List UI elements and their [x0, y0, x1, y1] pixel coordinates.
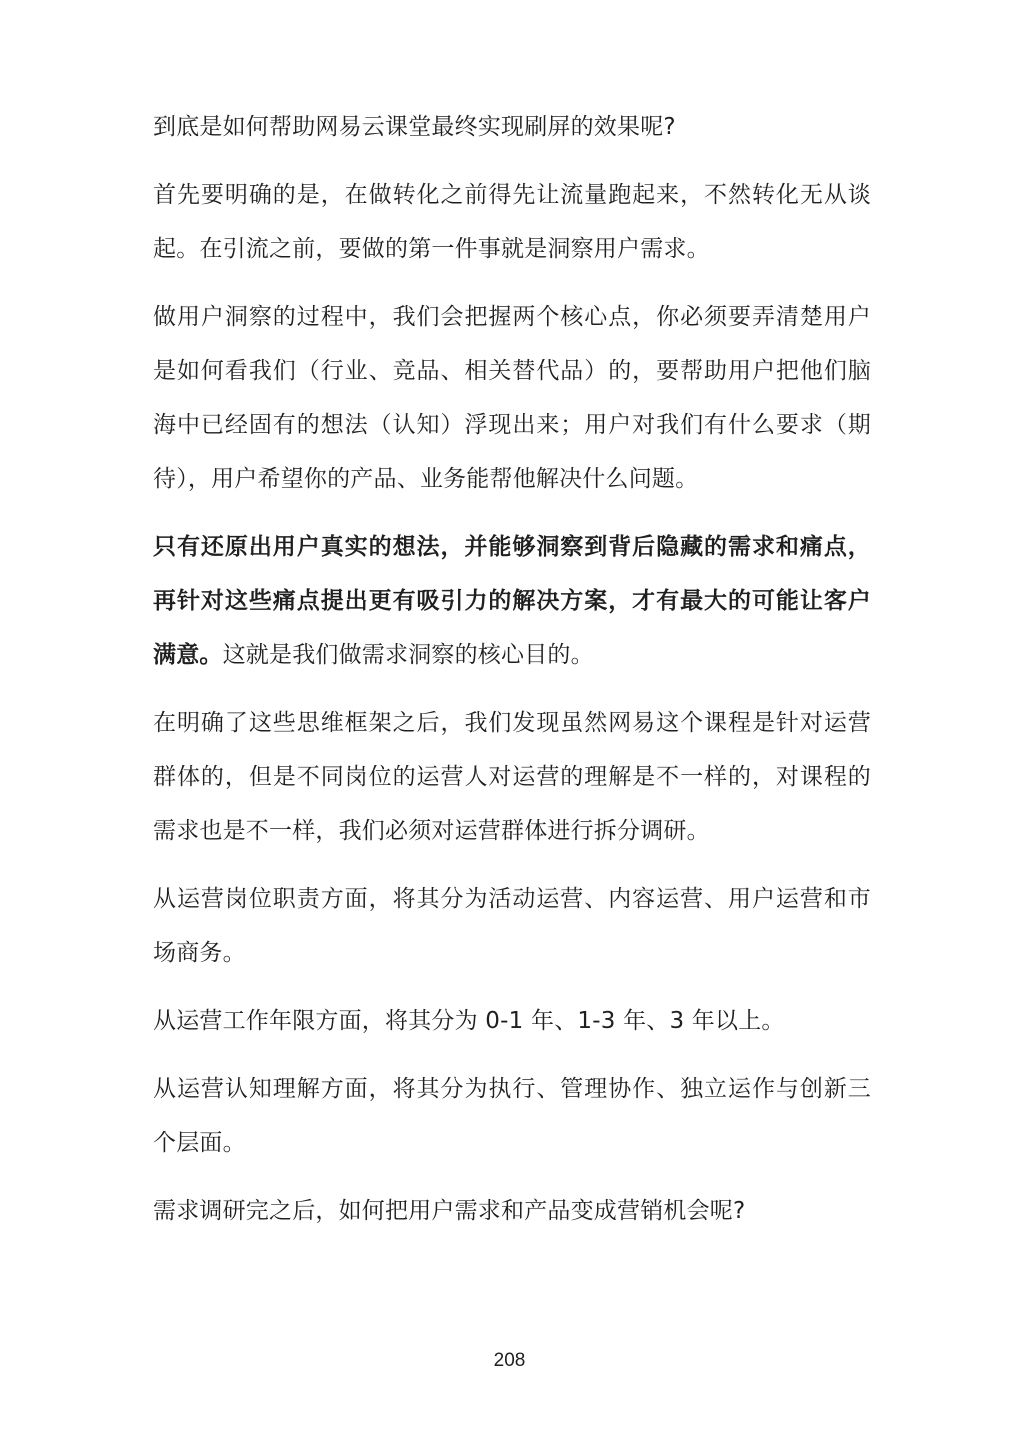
paragraph-work-years: 从运营工作年限方面，将其分为 0-1 年、1-3 年、3 年以上。	[153, 1008, 785, 1034]
paragraph-intro-question: 到底是如何帮助网易云课堂最终实现刷屏的效果呢?	[153, 114, 676, 140]
paragraph-cognition-levels: 从运营认知理解方面，将其分为执行、管理协作、独立运作与创新三个层面。	[153, 1076, 871, 1156]
paragraph-closing-question: 需求调研完之后，如何把用户需求和产品变成营销机会呢?	[153, 1198, 746, 1224]
paragraph-job-duties: 从运营岗位职责方面，将其分为活动运营、内容运营、用户运营和市场商务。	[153, 886, 871, 966]
paragraph-core-purpose	[153, 520, 871, 682]
page-number: 208	[493, 1350, 526, 1371]
page-body	[153, 100, 871, 1252]
paragraph-core-purpose-tail: 这就是我们做需求洞察的核心目的。	[222, 642, 594, 668]
emphasis-text: 只有还原出用户真实的想法，并能够洞察到背后隐藏的需求和痛点，再针对这些痛点提出更有吸引力的解决方案，才有最大的可能让客户满意。	[153, 534, 871, 668]
paragraph-research-split: 在明确了这些思维框架之后，我们发现虽然网易这个课程是针对运营群体的，但是不同岗位的运营人对运营的理解是不一样的，对课程的需求也是不一样，我们必须对运营群体进行拆分调研。	[153, 710, 871, 844]
paragraph-traffic-first: 首先要明确的是，在做转化之前得先让流量跑起来，不然转化无从谈起。在引流之前，要做的第一件事就是洞察用户需求。	[153, 182, 871, 262]
paragraph-user-insight: 做用户洞察的过程中，我们会把握两个核心点，你必须要弄清楚用户是如何看我们（行业、竞品、相关替代品）的，要帮助用户把他们脑海中已经固有的想法（认知）浮现出来；用户对我们有什么要求（期待），用户希望你的产品、业务能帮他解决什么问题。	[153, 304, 871, 492]
